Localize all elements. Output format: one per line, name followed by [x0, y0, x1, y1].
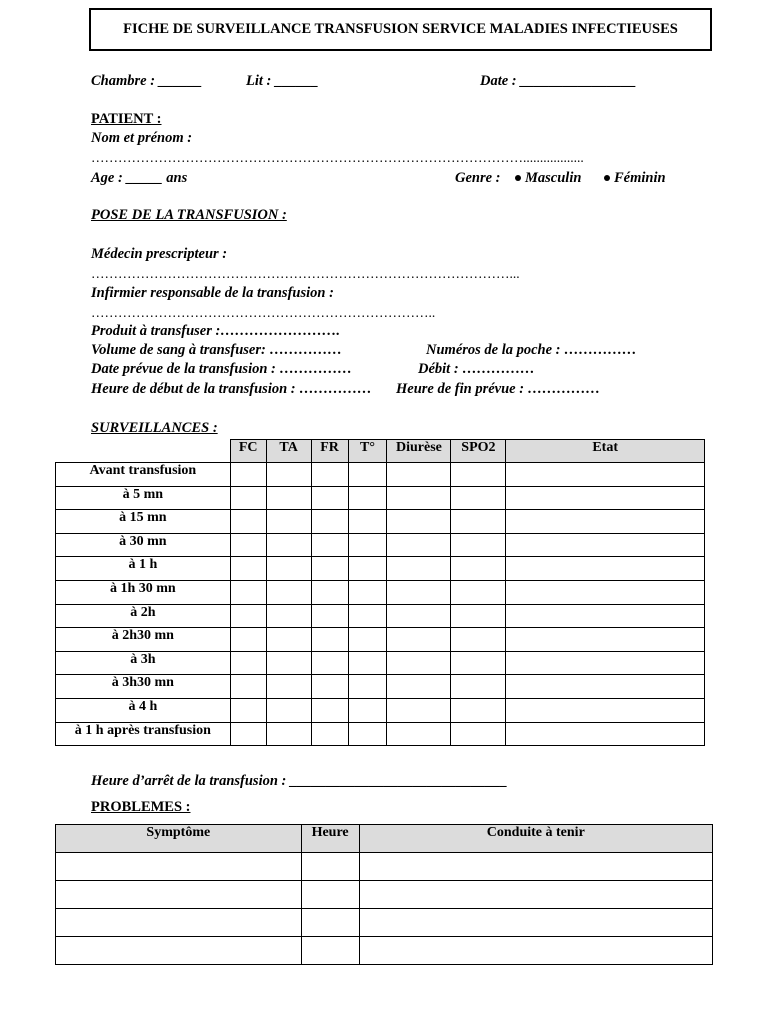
table-cell[interactable] [56, 909, 302, 937]
table-cell[interactable] [387, 628, 451, 652]
row-label: à 4 h [56, 698, 231, 722]
date-prevue-field[interactable]: Date prévue de la transfusion : …………… [91, 361, 352, 377]
table-cell[interactable] [266, 557, 311, 581]
table-cell[interactable] [348, 580, 387, 604]
patient-heading: PATIENT : [91, 111, 162, 127]
table-cell[interactable] [311, 557, 348, 581]
table-cell[interactable] [230, 486, 266, 510]
table-cell[interactable] [230, 698, 266, 722]
table-row [56, 533, 705, 557]
infirmier-label: Infirmier responsable de la transfusion : [91, 285, 334, 301]
table-cell[interactable] [451, 533, 506, 557]
table-cell[interactable] [348, 722, 387, 746]
row-label: à 3h30 mn [56, 675, 231, 699]
table-cell[interactable] [56, 937, 302, 965]
table-cell[interactable] [359, 853, 712, 881]
table-cell[interactable] [348, 698, 387, 722]
table-header-row [56, 440, 705, 463]
table-row [56, 675, 705, 699]
table-cell[interactable] [506, 463, 705, 487]
surveillance-table [55, 439, 705, 746]
genre-label: Genre : [455, 170, 501, 186]
bullet-icon [515, 175, 521, 181]
table-cell[interactable] [451, 510, 506, 534]
problemes-table [55, 824, 713, 965]
row-label: à 1 h [56, 557, 231, 581]
bullet-icon [604, 175, 610, 181]
table-row [56, 853, 713, 881]
table-cell[interactable] [311, 533, 348, 557]
column-header: Diurèse [387, 440, 451, 463]
table-cell[interactable] [359, 909, 712, 937]
table-cell[interactable] [348, 533, 387, 557]
column-header: T° [348, 440, 387, 463]
table-cell[interactable] [506, 533, 705, 557]
table-row [56, 722, 705, 746]
table-cell[interactable] [359, 881, 712, 909]
column-header: Conduite à tenir [359, 825, 712, 853]
table-cell[interactable] [387, 604, 451, 628]
table-cell[interactable] [506, 651, 705, 675]
table-cell[interactable] [230, 557, 266, 581]
produit-field[interactable]: Produit à transfuser :……………………. [91, 323, 340, 339]
heure-arret-field[interactable]: Heure d’arrêt de la transfusion : ______________________________ [91, 773, 508, 789]
table-cell[interactable] [266, 533, 311, 557]
table-cell[interactable] [230, 604, 266, 628]
table-cell[interactable] [311, 628, 348, 652]
table-row [56, 628, 705, 652]
table-cell[interactable] [506, 722, 705, 746]
table-cell[interactable] [266, 486, 311, 510]
table-cell[interactable] [311, 463, 348, 487]
table-cell[interactable] [56, 853, 302, 881]
row-label: à 2h [56, 604, 231, 628]
table-cell[interactable] [348, 486, 387, 510]
table-cell[interactable] [451, 557, 506, 581]
table-cell[interactable] [348, 604, 387, 628]
table-cell[interactable] [301, 937, 359, 965]
table-cell[interactable] [266, 651, 311, 675]
table-cell[interactable] [348, 675, 387, 699]
table-cell[interactable] [359, 937, 712, 965]
table-cell[interactable] [387, 557, 451, 581]
table-row [56, 651, 705, 675]
header-blank-cell [56, 440, 231, 463]
table-row [56, 557, 705, 581]
table-cell[interactable] [506, 557, 705, 581]
option-feminin[interactable] [604, 170, 666, 187]
table-cell[interactable] [311, 580, 348, 604]
form-title-text: FICHE DE SURVEILLANCE TRANSFUSION SERVICE MALADIES INFECTIEUSES [123, 21, 678, 37]
chambre-field[interactable]: Chambre : ______ [91, 73, 203, 89]
table-cell[interactable] [266, 698, 311, 722]
table-cell[interactable] [387, 486, 451, 510]
table-cell[interactable] [311, 722, 348, 746]
debit-field[interactable]: Débit : …………… [418, 361, 535, 377]
table-cell[interactable] [506, 698, 705, 722]
table-cell[interactable] [451, 698, 506, 722]
infirmier-field[interactable]: ………………………………………………………………….. [91, 305, 436, 320]
heure-fin-field[interactable]: Heure de fin prévue : …………… [396, 381, 601, 397]
table-row [56, 909, 713, 937]
table-row [56, 937, 713, 965]
form-title [89, 8, 712, 51]
heure-debut-field[interactable]: Heure de début de la transfusion : …………… [91, 381, 372, 397]
volume-field[interactable]: Volume de sang à transfuser: …………… [91, 342, 342, 358]
row-label: à 2h30 mn [56, 628, 231, 652]
table-cell[interactable] [387, 463, 451, 487]
table-cell[interactable] [451, 628, 506, 652]
row-label: à 3h [56, 651, 231, 675]
table-cell[interactable] [266, 675, 311, 699]
table-row [56, 881, 713, 909]
table-row [56, 604, 705, 628]
table-cell[interactable] [230, 628, 266, 652]
table-cell[interactable] [451, 486, 506, 510]
table-cell[interactable] [387, 722, 451, 746]
table-cell[interactable] [311, 698, 348, 722]
table-cell[interactable] [230, 651, 266, 675]
problemes-heading: PROBLEMES : [91, 799, 191, 815]
nom-field[interactable]: …………………………………………………………………………………….................. [91, 150, 584, 165]
surveillances-heading: SURVEILLANCES : [91, 420, 218, 436]
table-cell[interactable] [348, 628, 387, 652]
table-cell[interactable] [451, 580, 506, 604]
table-cell[interactable] [387, 651, 451, 675]
table-cell[interactable] [348, 463, 387, 487]
table-cell[interactable] [311, 675, 348, 699]
table-cell[interactable] [266, 722, 311, 746]
table-cell[interactable] [230, 510, 266, 534]
table-cell[interactable] [311, 604, 348, 628]
table-cell[interactable] [56, 881, 302, 909]
table-cell[interactable] [266, 604, 311, 628]
table-cell[interactable] [348, 557, 387, 581]
table-cell[interactable] [266, 628, 311, 652]
table-cell[interactable] [266, 580, 311, 604]
row-label: Avant transfusion [56, 463, 231, 487]
table-cell[interactable] [301, 853, 359, 881]
table-cell[interactable] [451, 463, 506, 487]
nom-label: Nom et prénom : [91, 130, 193, 146]
table-cell[interactable] [506, 580, 705, 604]
table-row [56, 580, 705, 604]
table-cell[interactable] [506, 604, 705, 628]
table-cell[interactable] [301, 909, 359, 937]
table-cell[interactable] [311, 651, 348, 675]
table-cell[interactable] [230, 722, 266, 746]
row-label: à 1 h après transfusion [56, 722, 231, 746]
table-cell[interactable] [266, 510, 311, 534]
table-row [56, 463, 705, 487]
table-cell[interactable] [506, 510, 705, 534]
table-cell[interactable] [387, 580, 451, 604]
lit-field[interactable]: Lit : ______ [246, 73, 319, 89]
column-header: Etat [506, 440, 705, 463]
row-label: à 15 mn [56, 510, 231, 534]
option-feminin-label: Féminin [614, 170, 666, 186]
table-row [56, 486, 705, 510]
table-cell[interactable] [506, 486, 705, 510]
table-cell[interactable] [387, 533, 451, 557]
option-masculin-label: Masculin [525, 170, 582, 186]
table-cell[interactable] [506, 628, 705, 652]
column-header: TA [266, 440, 311, 463]
row-label: à 30 mn [56, 533, 231, 557]
table-cell[interactable] [230, 580, 266, 604]
table-cell[interactable] [311, 510, 348, 534]
table-row [56, 510, 705, 534]
medecin-field[interactable]: …………………………………………………………………………………... [91, 266, 520, 281]
numeros-field[interactable]: Numéros de la poche : …………… [426, 342, 637, 358]
date-field[interactable]: Date : ________________ [480, 73, 637, 89]
table-cell[interactable] [451, 651, 506, 675]
table-cell[interactable] [348, 651, 387, 675]
column-header: FC [230, 440, 266, 463]
column-header: Symptôme [56, 825, 302, 853]
table-row [56, 698, 705, 722]
table-cell[interactable] [387, 675, 451, 699]
table-cell[interactable] [387, 510, 451, 534]
option-masculin[interactable] [515, 170, 581, 187]
table-cell[interactable] [230, 675, 266, 699]
table-cell[interactable] [387, 698, 451, 722]
table-cell[interactable] [451, 675, 506, 699]
table-cell[interactable] [451, 604, 506, 628]
table-cell[interactable] [230, 463, 266, 487]
column-header: SPO2 [451, 440, 506, 463]
table-cell[interactable] [266, 463, 311, 487]
table-cell[interactable] [348, 510, 387, 534]
table-cell[interactable] [230, 533, 266, 557]
column-header: Heure [301, 825, 359, 853]
medecin-label: Médecin prescripteur : [91, 246, 228, 262]
row-label: à 1h 30 mn [56, 580, 231, 604]
table-cell[interactable] [311, 486, 348, 510]
table-cell[interactable] [301, 881, 359, 909]
table-cell[interactable] [506, 675, 705, 699]
pose-heading: POSE DE LA TRANSFUSION : [91, 207, 287, 223]
table-cell[interactable] [451, 722, 506, 746]
column-header: FR [311, 440, 348, 463]
age-field[interactable]: Age : _____ ans [91, 170, 188, 186]
row-label: à 5 mn [56, 486, 231, 510]
table-header-row [56, 825, 713, 853]
